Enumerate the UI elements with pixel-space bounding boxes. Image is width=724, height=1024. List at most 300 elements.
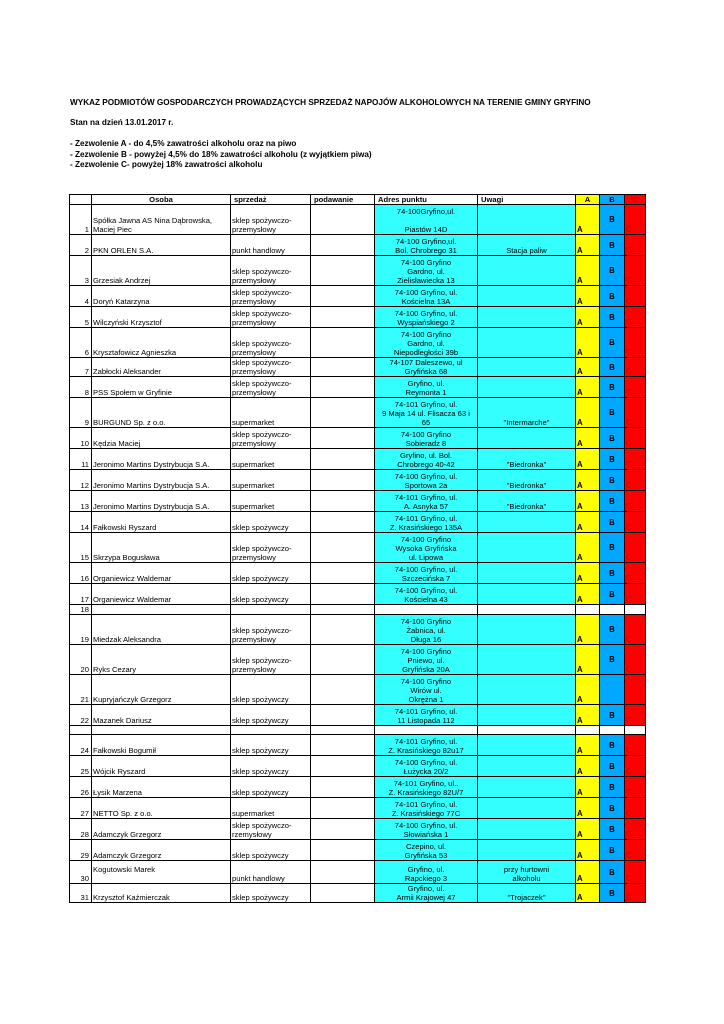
row-number: 2: [70, 235, 92, 256]
cell-sprzedaz: sklep spożywczo- przemysłowy: [231, 533, 311, 563]
col-header-uwagi: Uwagi: [478, 195, 576, 205]
cell-permit-b: B: [600, 235, 625, 256]
cell-permit-b: B: [600, 307, 625, 328]
cell-sprzedaz: supermarket: [231, 449, 311, 470]
cell-podawanie: [311, 205, 375, 235]
cell-sprzedaz: sklep spożywczo- przemysłowy: [231, 256, 311, 286]
cell-adres: Gryfino, ul. Bol. Chrobrego 40-42: [375, 449, 478, 470]
cell-podawanie: [311, 615, 375, 645]
cell-podawanie: [311, 584, 375, 605]
cell-permit-c: C: [625, 735, 646, 756]
cell-permit-c: C: [625, 798, 646, 819]
cell-permit-a: A: [576, 328, 600, 358]
cell-adres: 74-100Gryfino,ul. Piastów 14D: [375, 205, 478, 235]
cell-podawanie: [311, 307, 375, 328]
table-row: [70, 286, 646, 307]
cell-permit-c: C: [625, 884, 646, 903]
row-number: 21: [70, 675, 92, 705]
cell-permit-b: B: [600, 884, 625, 903]
cell-adres: 74-100 Gryfino Żabnica, ul. Długa 16: [375, 615, 478, 645]
cell-permit-c: C: [625, 286, 646, 307]
cell-osoba: Kędzia Maciej: [92, 428, 231, 449]
note-c: - Zezwolenie C- powyżej 18% zawatrości alkoholu: [70, 160, 263, 169]
table-row: [70, 798, 646, 819]
cell-permit-b: B: [600, 705, 625, 726]
cell-adres: 74-101 Gryfino, ul.. Z. Krasińskiego 82U/7: [375, 777, 478, 798]
cell-permit-b: [600, 675, 625, 705]
table-row: [70, 307, 646, 328]
cell-sprzedaz: supermarket: [231, 398, 311, 428]
cell-osoba: Kupryjańczyk Grzegorz: [92, 675, 231, 705]
cell-uwagi: Stacja paliw: [478, 235, 576, 256]
row-number: 14: [70, 512, 92, 533]
cell-osoba: Jeronimo Martins Dystrybucja S.A.: [92, 491, 231, 512]
col-header-osoba: Osoba: [92, 195, 231, 205]
table-row: [70, 819, 646, 840]
cell-sprzedaz: sklep spożywczy: [231, 884, 311, 903]
cell-sprzedaz: [231, 605, 311, 615]
cell-permit-b: B: [600, 563, 625, 584]
cell-permit-c: C: [625, 358, 646, 377]
table-row: [70, 584, 646, 605]
cell-permit-b: [600, 726, 625, 735]
cell-adres: 74-101 Gryfino, ul. A. Asnyka 57: [375, 491, 478, 512]
row-number: 28: [70, 819, 92, 840]
row-number: 5: [70, 307, 92, 328]
cell-permit-c: C: [625, 256, 646, 286]
row-number: 22: [70, 705, 92, 726]
cell-podawanie: [311, 563, 375, 584]
cell-permit-a: A: [576, 777, 600, 798]
cell-permit-b: B: [600, 645, 625, 675]
cell-osoba: [92, 726, 231, 735]
status-date: Stan na dzień 13.01.2017 r.: [70, 118, 174, 127]
note-b: - Zezwolenie B - powyżej 4,5% do 18% zawatrości alkoholu (z wyjątkiem piwa): [70, 149, 372, 159]
cell-osoba: PKN ORLEN S.A.: [92, 235, 231, 256]
cell-permit-b: B: [600, 735, 625, 756]
row-number: 13: [70, 491, 92, 512]
cell-permit-a: A: [576, 798, 600, 819]
cell-permit-a: A: [576, 675, 600, 705]
cell-adres: 74-100 Gryfino Gardno, ul. Zielisławiecka 13: [375, 256, 478, 286]
cell-permit-c: C: [625, 328, 646, 358]
cell-permit-c: C: [625, 840, 646, 861]
cell-permit-b: B: [600, 470, 625, 491]
cell-uwagi: "Biedronka": [478, 470, 576, 491]
row-number: 16: [70, 563, 92, 584]
cell-permit-a: A: [576, 512, 600, 533]
cell-uwagi: [478, 377, 576, 398]
table-row: [70, 884, 646, 903]
cell-permit-a: A: [576, 377, 600, 398]
cell-osoba: Wilczyński Krzysztof: [92, 307, 231, 328]
cell-podawanie: [311, 726, 375, 735]
cell-podawanie: [311, 533, 375, 563]
cell-podawanie: [311, 256, 375, 286]
cell-permit-a: A: [576, 756, 600, 777]
cell-uwagi: [478, 256, 576, 286]
table-row: [70, 777, 646, 798]
cell-permit-c: [625, 726, 646, 735]
cell-uwagi: [478, 840, 576, 861]
cell-permit-c: C: [625, 584, 646, 605]
cell-osoba: Adamczyk Grzegorz: [92, 819, 231, 840]
cell-uwagi: [478, 615, 576, 645]
cell-sprzedaz: sklep spożywczy: [231, 584, 311, 605]
row-number: 29: [70, 840, 92, 861]
cell-uwagi: przy hurtowni alkoholu: [478, 861, 576, 884]
cell-adres: Gryfino, ul. Rapckiego 3: [375, 861, 478, 884]
cell-permit-b: B: [600, 584, 625, 605]
cell-osoba: NETTO Sp. z o.o.: [92, 798, 231, 819]
cell-sprzedaz: sklep spożywczo- rzemysłowy: [231, 819, 311, 840]
cell-permit-b: B: [600, 756, 625, 777]
cell-osoba: Organiewicz Waldemar: [92, 563, 231, 584]
cell-adres: Gryfino, ul. Reymonta 1: [375, 377, 478, 398]
table-row: [70, 563, 646, 584]
cell-adres: 74-101 Gryfino, ul. 9 Maja 14 ul. Flisacza 63 i 65: [375, 398, 478, 428]
document-title: WYKAZ PODMIOTÓW GOSPODARCZYCH PROWADZĄCYCH SPRZEDAŻ NAPOJÓW ALKOHOLOWYCH NA TERENIE GMINY GRYFINO: [70, 98, 591, 107]
cell-permit-c: C: [625, 777, 646, 798]
cell-podawanie: [311, 884, 375, 903]
cell-permit-b: [600, 605, 625, 615]
cell-osoba: Spółka Jawna AS Nina Dąbrowska, Maciej Piec: [92, 205, 231, 235]
cell-permit-a: A: [576, 705, 600, 726]
table-row: [70, 756, 646, 777]
cell-sprzedaz: sklep spożywczy: [231, 756, 311, 777]
note-a: - Zezwolenie A - do 4,5% zawatrości alkoholu oraz na piwo: [70, 139, 297, 148]
cell-permit-a: A: [576, 428, 600, 449]
cell-osoba: Łysik Marzena: [92, 777, 231, 798]
cell-permit-a: A: [576, 819, 600, 840]
row-number: 15: [70, 533, 92, 563]
cell-permit-c: C: [625, 428, 646, 449]
row-number: 6: [70, 328, 92, 358]
row-number: 18: [70, 605, 92, 615]
row-number: 1: [70, 205, 92, 235]
cell-adres: [375, 605, 478, 615]
row-number: 12: [70, 470, 92, 491]
col-header-number: [70, 195, 92, 205]
col-header-sprzedaz: sprzedaż: [231, 195, 311, 205]
table-row: [70, 377, 646, 398]
cell-podawanie: [311, 377, 375, 398]
cell-podawanie: [311, 512, 375, 533]
table-row: [70, 491, 646, 512]
cell-sprzedaz: sklep spożywczy: [231, 705, 311, 726]
permit-notes: [70, 139, 372, 171]
cell-sprzedaz: sklep spożywczo- przemysłowy: [231, 286, 311, 307]
table-row: [70, 675, 646, 705]
col-header-b: B: [600, 195, 625, 205]
cell-osoba: Krzysztof Kaźmierczak: [92, 884, 231, 903]
cell-osoba: Mazanek Dariusz: [92, 705, 231, 726]
row-number: 9: [70, 398, 92, 428]
cell-permit-b: B: [600, 398, 625, 428]
cell-permit-a: A: [576, 533, 600, 563]
cell-adres: 74-101 Gryfino, ul. Z. Krasińskiego 77C: [375, 798, 478, 819]
cell-adres: 74-100 Gryfino,ul. Bol. Chrobrego 31: [375, 235, 478, 256]
cell-adres: 74-100 Gryfino, ul. Szczecińska 7: [375, 563, 478, 584]
cell-osoba: Fałkowski Bogumił: [92, 735, 231, 756]
cell-podawanie: [311, 819, 375, 840]
cell-permit-b: B: [600, 861, 625, 884]
table-row: [70, 533, 646, 563]
row-number: 26: [70, 777, 92, 798]
cell-sprzedaz: sklep spożywczo- przemysłowy: [231, 428, 311, 449]
cell-permit-b: B: [600, 449, 625, 470]
cell-sprzedaz: sklep spożywczo- przemysłowy: [231, 615, 311, 645]
cell-sprzedaz: sklep spożywczy: [231, 735, 311, 756]
row-number: 31: [70, 884, 92, 903]
cell-sprzedaz: supermarket: [231, 491, 311, 512]
cell-permit-a: A: [576, 491, 600, 512]
cell-permit-a: A: [576, 840, 600, 861]
table-row: [70, 705, 646, 726]
table-row: [70, 861, 646, 884]
cell-sprzedaz: sklep spożywczy: [231, 675, 311, 705]
cell-permit-c: C: [625, 819, 646, 840]
cell-sprzedaz: punkt handlowy: [231, 861, 311, 884]
cell-sprzedaz: sklep spożywczy: [231, 840, 311, 861]
cell-permit-a: A: [576, 861, 600, 884]
cell-podawanie: [311, 328, 375, 358]
cell-sprzedaz: punkt handlowy: [231, 235, 311, 256]
cell-uwagi: [478, 205, 576, 235]
cell-permit-a: A: [576, 884, 600, 903]
cell-sprzedaz: sklep spożywczo- przemysłowy: [231, 307, 311, 328]
cell-uwagi: "Biedronka": [478, 449, 576, 470]
cell-permit-b: B: [600, 840, 625, 861]
cell-permit-c: C: [625, 563, 646, 584]
cell-permit-b: B: [600, 286, 625, 307]
cell-podawanie: [311, 861, 375, 884]
cell-permit-b: B: [600, 328, 625, 358]
cell-permit-a: A: [576, 205, 600, 235]
cell-podawanie: [311, 735, 375, 756]
cell-sprzedaz: sklep spożywczy: [231, 512, 311, 533]
cell-permit-b: B: [600, 819, 625, 840]
row-number: 30: [70, 861, 92, 884]
cell-sprzedaz: sklep spożywczo- przemysłowy: [231, 328, 311, 358]
row-number: 17: [70, 584, 92, 605]
cell-permit-b: B: [600, 512, 625, 533]
cell-permit-a: A: [576, 398, 600, 428]
cell-permit-a: A: [576, 615, 600, 645]
cell-adres: Czepino, ul. Gryfińska 53: [375, 840, 478, 861]
cell-osoba: BURGUND Sp. z o.o.: [92, 398, 231, 428]
cell-adres: 74-101 Gryfino, ul. Z. Krasińskiego 135A: [375, 512, 478, 533]
row-number: 20: [70, 645, 92, 675]
table-row: [70, 645, 646, 675]
cell-uwagi: [478, 428, 576, 449]
cell-permit-c: C: [625, 491, 646, 512]
cell-podawanie: [311, 428, 375, 449]
cell-uwagi: [478, 286, 576, 307]
col-header-podawanie: podawanie: [311, 195, 375, 205]
cell-osoba: Fałkowski Ryszard: [92, 512, 231, 533]
cell-podawanie: [311, 398, 375, 428]
cell-adres: 74-100 Gryfino Wysoka Gryfińska ul. Lipowa: [375, 533, 478, 563]
cell-osoba: Adamczyk Grzegorz: [92, 840, 231, 861]
cell-permit-c: C: [625, 861, 646, 884]
cell-osoba: Krysztafowicz Agnieszka: [92, 328, 231, 358]
cell-permit-a: A: [576, 286, 600, 307]
cell-uwagi: [478, 798, 576, 819]
cell-permit-c: [625, 675, 646, 705]
cell-adres: 74-100 Gryfino, ul. Sportowa 2a: [375, 470, 478, 491]
cell-permit-a: A: [576, 563, 600, 584]
cell-osoba: Ryks Cezary: [92, 645, 231, 675]
cell-adres: 74-100 Gryfino Gardno, ul. Niepodległości 39b: [375, 328, 478, 358]
cell-uwagi: [478, 533, 576, 563]
cell-sprzedaz: sklep spożywczo- przemysłowy: [231, 205, 311, 235]
table-row: [70, 605, 646, 615]
cell-osoba: Skrzypa Bogusława: [92, 533, 231, 563]
cell-uwagi: "Intermarche": [478, 398, 576, 428]
cell-uwagi: [478, 675, 576, 705]
cell-sprzedaz: sklep spożywczo- przemysłowy: [231, 645, 311, 675]
cell-permit-a: A: [576, 307, 600, 328]
row-number: 8: [70, 377, 92, 398]
cell-adres: 74-100 Gryfino Pniewo, ul. Gryfińska 20A: [375, 645, 478, 675]
cell-podawanie: [311, 286, 375, 307]
cell-permit-b: B: [600, 798, 625, 819]
table-header-row: [70, 195, 646, 205]
cell-uwagi: [478, 756, 576, 777]
cell-sprzedaz: sklep spożywczo- przemysłowy: [231, 377, 311, 398]
cell-uwagi: [478, 563, 576, 584]
cell-sprzedaz: sklep spożywczy: [231, 777, 311, 798]
cell-permit-c: C: [625, 377, 646, 398]
cell-podawanie: [311, 705, 375, 726]
cell-permit-b: B: [600, 491, 625, 512]
cell-permit-b: B: [600, 358, 625, 377]
cell-podawanie: [311, 449, 375, 470]
cell-permit-c: C: [625, 615, 646, 645]
cell-permit-c: C: [625, 449, 646, 470]
cell-adres: 74-101 Gryfino, ul. 11 Listopada 112: [375, 705, 478, 726]
cell-permit-b: B: [600, 205, 625, 235]
cell-adres: 74-100 Gryfino, ul. Słowiańska 1: [375, 819, 478, 840]
cell-uwagi: [478, 605, 576, 615]
table-row: [70, 256, 646, 286]
cell-sprzedaz: sklep spożywczo- przemysłowy: [231, 358, 311, 377]
cell-sprzedaz: supermarket: [231, 470, 311, 491]
cell-permit-b: B: [600, 377, 625, 398]
table-row: [70, 726, 646, 735]
cell-permit-a: A: [576, 235, 600, 256]
cell-osoba: Jeronimo Martins Dystrybucja S.A.: [92, 470, 231, 491]
row-number: 11: [70, 449, 92, 470]
table-row: [70, 328, 646, 358]
cell-podawanie: [311, 645, 375, 675]
cell-uwagi: "Biedronka": [478, 491, 576, 512]
row-number: 24: [70, 735, 92, 756]
row-number: 25: [70, 756, 92, 777]
table-row: [70, 615, 646, 645]
cell-adres: Gryfino, ul. Armii Krajowej 47: [375, 884, 478, 903]
cell-osoba: [92, 605, 231, 615]
row-number: 10: [70, 428, 92, 449]
cell-adres: [375, 726, 478, 735]
cell-permit-c: C: [625, 705, 646, 726]
cell-osoba: Jeronimo Martins Dystrybucja S.A.: [92, 449, 231, 470]
cell-podawanie: [311, 235, 375, 256]
table-row: [70, 398, 646, 428]
cell-permit-a: A: [576, 584, 600, 605]
row-number: 7: [70, 358, 92, 377]
cell-podawanie: [311, 470, 375, 491]
cell-osoba: Organiewicz Waldemar: [92, 584, 231, 605]
cell-permit-c: C: [625, 235, 646, 256]
cell-permit-c: C: [625, 645, 646, 675]
cell-uwagi: [478, 705, 576, 726]
row-number: 27: [70, 798, 92, 819]
cell-permit-a: A: [576, 735, 600, 756]
cell-adres: 74-100 Gryfino Sobieradz 8: [375, 428, 478, 449]
cell-sprzedaz: supermarket: [231, 798, 311, 819]
cell-podawanie: [311, 358, 375, 377]
col-header-c: C: [625, 195, 646, 205]
cell-uwagi: [478, 307, 576, 328]
cell-permit-a: A: [576, 256, 600, 286]
row-number: 19: [70, 615, 92, 645]
cell-permit-a: A: [576, 449, 600, 470]
cell-permit-b: B: [600, 615, 625, 645]
cell-osoba: Kogutowski Marek: [92, 861, 231, 884]
cell-podawanie: [311, 756, 375, 777]
cell-uwagi: [478, 777, 576, 798]
table-row: [70, 449, 646, 470]
cell-sprzedaz: sklep spożywczy: [231, 563, 311, 584]
cell-permit-b: B: [600, 533, 625, 563]
cell-uwagi: "Trojaczek": [478, 884, 576, 903]
cell-adres: 74-107 Daleszewo, ul Gryfińska 68: [375, 358, 478, 377]
cell-osoba: Zabłocki Aleksander: [92, 358, 231, 377]
cell-uwagi: [478, 584, 576, 605]
cell-adres: 74-100 Gryfino, ul. Łużycka 20/2: [375, 756, 478, 777]
cell-permit-a: [576, 605, 600, 615]
cell-podawanie: [311, 491, 375, 512]
table-row: [70, 428, 646, 449]
cell-uwagi: [478, 645, 576, 675]
cell-permit-b: B: [600, 428, 625, 449]
cell-permit-c: C: [625, 512, 646, 533]
cell-permit-a: A: [576, 470, 600, 491]
table-row: [70, 735, 646, 756]
table-row: [70, 840, 646, 861]
cell-permit-c: C: [625, 307, 646, 328]
cell-osoba: Doryń Katarzyna: [92, 286, 231, 307]
cell-permit-a: A: [576, 358, 600, 377]
row-number: 3: [70, 256, 92, 286]
cell-permit-c: C: [625, 533, 646, 563]
cell-osoba: Wójcik Ryszard: [92, 756, 231, 777]
cell-permit-c: C: [625, 756, 646, 777]
permits-table: [69, 194, 646, 903]
table-row: [70, 205, 646, 235]
table-row: [70, 358, 646, 377]
cell-adres: 74-101 Gryfino, ul. Z. Krasińskiego 82u17: [375, 735, 478, 756]
col-header-a: A: [576, 195, 600, 205]
cell-permit-c: C: [625, 205, 646, 235]
row-number: 4: [70, 286, 92, 307]
cell-permit-c: C: [625, 470, 646, 491]
cell-podawanie: [311, 605, 375, 615]
cell-osoba: Grzesiak Andrzej: [92, 256, 231, 286]
cell-permit-a: A: [576, 645, 600, 675]
